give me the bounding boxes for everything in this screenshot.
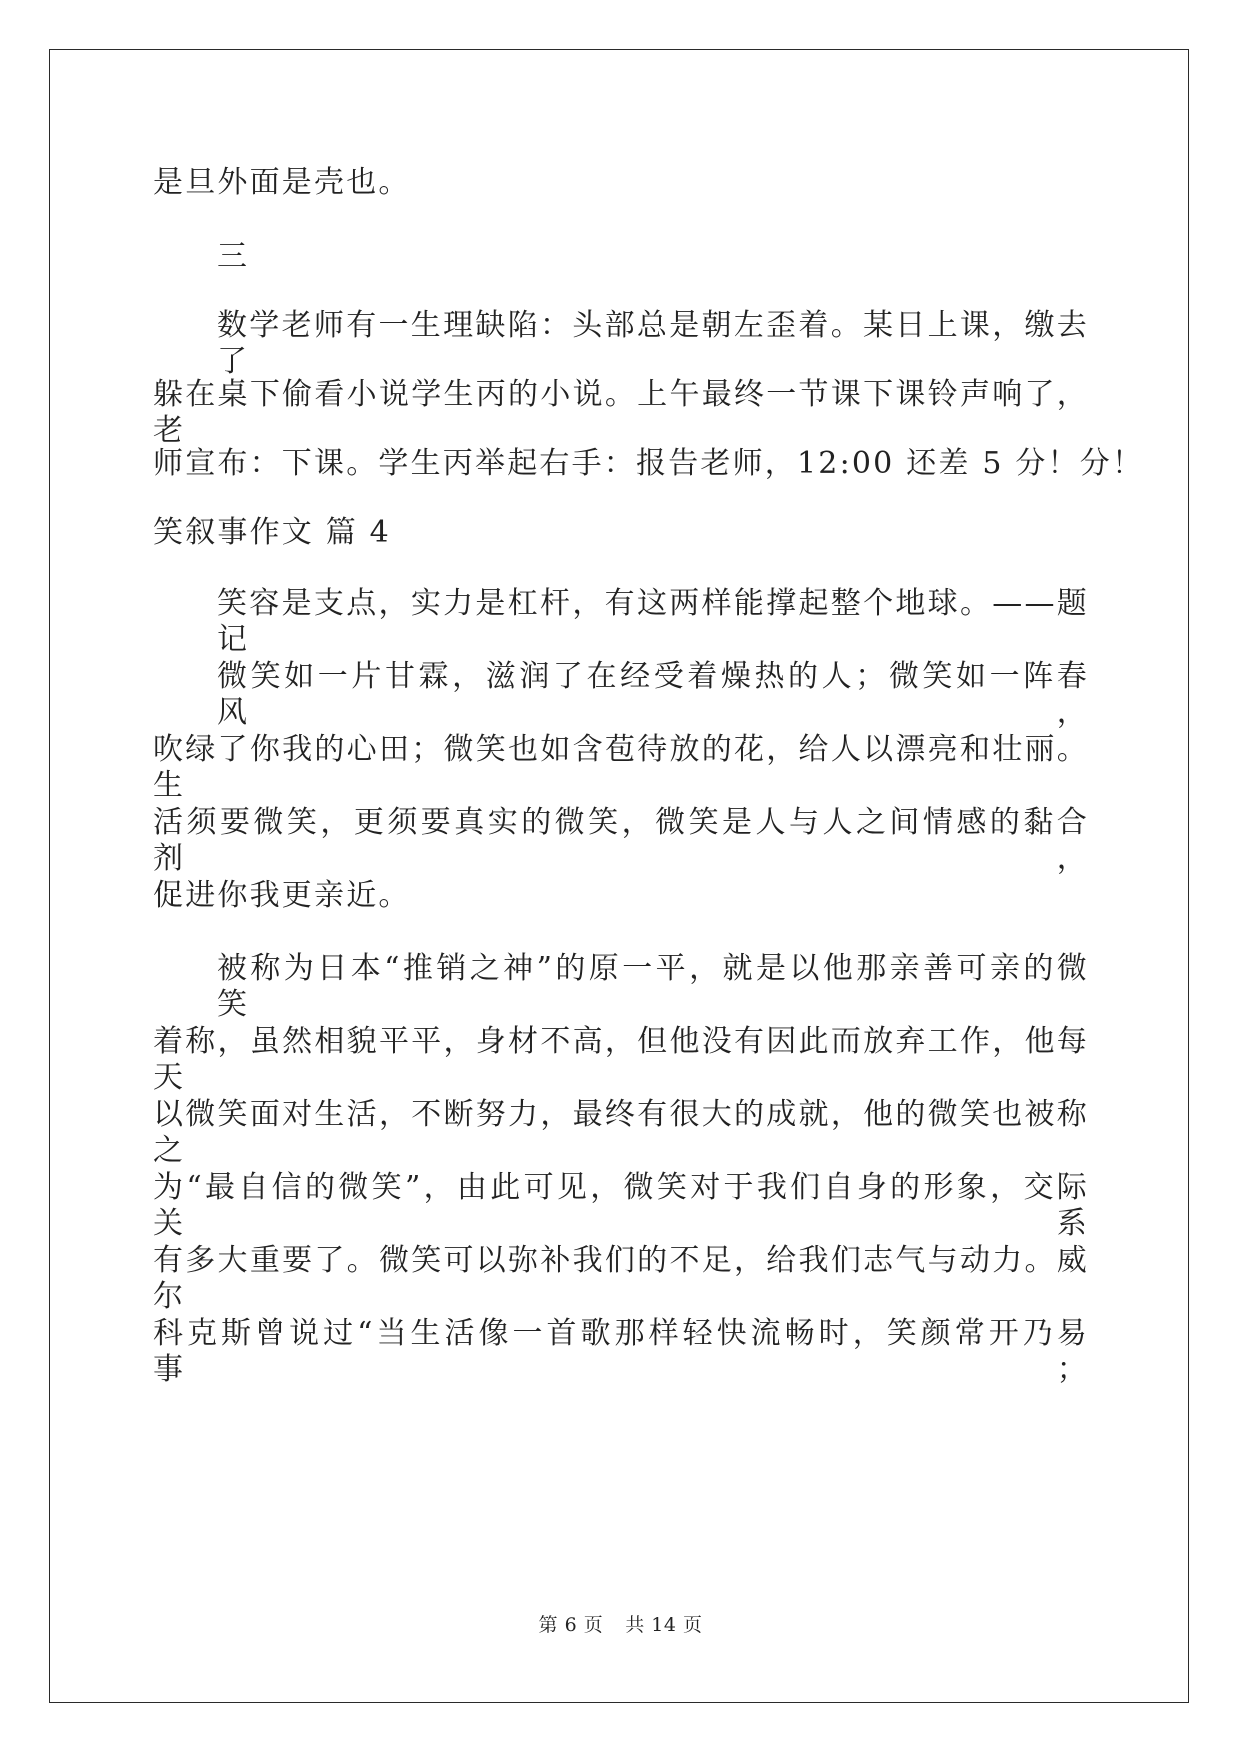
text-line: 科克斯曾说过“当生活像一首歌那样轻快流畅时，笑颜常开乃易事；: [153, 1316, 1089, 1387]
epigraph: 笑容是支点，实力是杠杆，有这两样能撑起整个地球。——题记: [217, 586, 1089, 657]
section-number: 三: [217, 239, 250, 274]
text-line: 活须要微笑，更须要真实的微笑，微笑是人与人之间情感的黏合剂，: [153, 805, 1089, 876]
text-line: 是旦外面是壳也。: [153, 165, 411, 200]
page-number: 第 6 页: [538, 1614, 604, 1636]
page-footer: [0, 1610, 1241, 1637]
text-line: 师宣布：下课。学生丙举起右手：报告老师，12:00 还差 5 分！分！: [153, 446, 1145, 481]
text-line: 有多大重要了。微笑可以弥补我们的不足，给我们志气与动力。威尔: [153, 1243, 1089, 1314]
section-heading: 笑叙事作文 篇 4: [153, 515, 391, 550]
text-line: 微笑如一片甘霖，滋润了在经受着燥热的人；微笑如一阵春风，: [217, 659, 1089, 730]
text-line: 被称为日本“推销之神”的原一平，就是以他那亲善可亲的微笑: [217, 951, 1089, 1022]
text-line: 躲在桌下偷看小说学生丙的小说。上午最终一节课下课铃声响了，老: [153, 377, 1089, 448]
text-line: 以微笑面对生活，不断努力，最终有很大的成就，他的微笑也被称之: [153, 1097, 1089, 1168]
text-line: 吹绿了你我的心田；微笑也如含苞待放的花，给人以漂亮和壮丽。生: [153, 732, 1089, 803]
text-line: 数学老师有一生理缺陷：头部总是朝左歪着。某日上课，缴去了: [217, 308, 1089, 379]
text-line: 着称，虽然相貌平平，身材不高，但他没有因此而放弃工作，他每天: [153, 1024, 1089, 1095]
text-line: 为“最自信的微笑”，由此可见，微笑对于我们自身的形象，交际关系: [153, 1170, 1089, 1241]
page-total: 共 14 页: [625, 1614, 703, 1636]
text-line: 促进你我更亲近。: [153, 878, 411, 913]
